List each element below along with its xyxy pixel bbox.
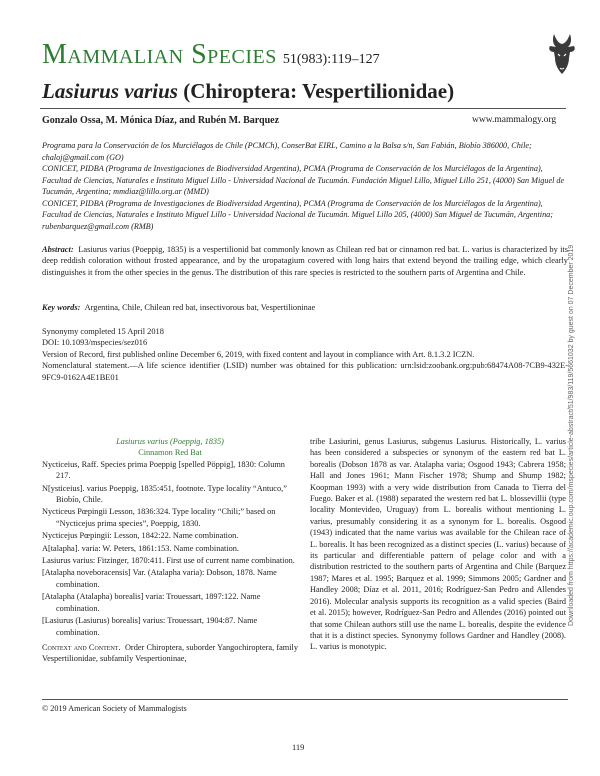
species-heading[interactable]: Lasiurus varius (Poeppig, 1835) — [116, 437, 224, 446]
affiliations — [42, 140, 568, 232]
website-link[interactable]: www.mammalogy.org — [472, 115, 557, 125]
copyright: © 2019 American Society of Mammalogists — [42, 704, 187, 713]
article-title — [42, 78, 454, 104]
title-taxonomy: (Chiroptera: Vespertilionidae) — [177, 79, 455, 103]
footer-divider — [42, 699, 568, 700]
synonymy-list — [42, 459, 298, 638]
journal-title — [42, 40, 380, 75]
abstract — [42, 244, 568, 278]
header-divider — [40, 108, 566, 109]
citation: 51(983):119–127 — [282, 52, 380, 67]
journal-name: Mammalian Species — [42, 39, 277, 70]
synonym-entry: A[talapha]. varia: W. Peters, 1861:153. Name combination. — [42, 543, 240, 553]
common-name: Cinnamon Red Bat — [138, 448, 202, 458]
synonym-entry: [Lasiurus (Lasiurus) borealis] varius: Trouessart, 1904:87. Name combination. — [42, 616, 258, 637]
affiliation: Programa para la Conservación de los Murciélagos de Chile (PCMCh), ConserBat EIRL, Camino a la Balsa s/n, San Fabián, Biobío 386000, Chile; chaloj@gmail.com (GO) — [42, 141, 532, 162]
synonym-entry: N[ysticeius]. varius Poeppig, 1835:451, footnote. Type locality “Antuco,” Biobío, Chile. — [42, 483, 287, 505]
doi[interactable]: DOI: 10.1093/mspecies/sez016 — [42, 338, 148, 348]
left-column — [42, 436, 298, 665]
pronghorn-logo-icon — [536, 30, 588, 76]
abstract-label: Abstract: — [42, 245, 74, 254]
keywords-label: Key words: — [42, 303, 81, 312]
abstract-text: Lasiurus varius (Poeppig, 1835) is a vespertilionid bat commonly known as Chilean red bat or cinnamon red bat. L. varius is characterized by its deep reddish coloration without frosted appearance, and by the uropatagium covered with long hairs that extend beyond the trailing edge, which clearly distinguishes it from the other species in the genus. The distribution of this rare species is restricted to the southern parts of Argentina and Chile. — [42, 245, 568, 277]
synonym-entry: Nycticeus Pœpingii Lesson, 1836:324. Type locality “Chili;” based on “Nycticejus prima species”, Poeppig, 1830. — [42, 507, 276, 528]
context-content-text: Order Chiroptera, suborder Yangochiroptera, family Vespertilionidae, subfamily Vespertioninae, — [42, 642, 299, 664]
authors: Gonzalo Ossa, M. Mónica Díaz, and Rubén M. Barquez — [42, 115, 280, 126]
version-note: Version of Record, first published online December 6, 2019, with fixed content and layout in compliance with Art. 8.1.3.2 ICZN. — [42, 349, 475, 359]
download-note: Downloaded from https://academic.oup.com/mspecies/article-abstract/51/983/119/5661032 by guest on 07 December 2019 — [568, 244, 575, 626]
context-content — [42, 642, 298, 665]
publication-meta — [42, 326, 568, 383]
keywords — [42, 302, 568, 313]
page-number: 119 — [292, 742, 305, 752]
keywords-text: Argentina, Chile, Chilean red bat, insectivorous bat, Vespertilioninae — [84, 303, 316, 312]
title-species: Lasiurus varius — [42, 79, 178, 103]
nomenclatural-statement: Nomenclatural statement.—A life science identifier (LSID) number was obtained for this publication: urn:lsid:zoobank.org:pub:68474A08-7CB9-432E-9FC9-0162A4E1BE01 — [42, 361, 568, 382]
context-content-continued: tribe Lasiurini, genus Lasiurus, subgenus Lasiurus. Historically, L. varius has been considered a subspecies or synonym of the eastern red bat L. borealis (Dobson 1878 as var. Atalapha varia; Osgood 1943; Cabrera 1958; Hall and Jones 1961; Mann Fischer 1978; Shump and Shump 1982; Koopman 1993) with a very wide distribution from Canada to Tierra del Fuego. Baker et al. (1988) separated the western red bat L. blossevillii (type locality Montevideo, Uruguay) from L. borealis without mentioning L. varius, presumably considering it as a synonym for L. borealis. Osgood (1943) indicated that the name varius was available for the Chilean race of L. borealis. It has been recognized as a distinct species (L. varius) because of its particular and differentiable pattern of pelage color and with a distribution restricted to the southern parts of Argentina and Chile (Barquez 1987; Mares et al. 1995; Barquez et al. 1999; Simmons 2005; Gardner and Handley 2008; Díaz et al. 2011, 2016; Rodríguez-San Pedro and Allendes 2016). Molecular analysis supports its recognition as a valid species (Baird et al. 2015); however, Rodríguez-San Pedro and Allendes (2016) pointed out that some Chilean authors still use the name L. borealis, despite the evidence that it is a distinct species. Synonymy follows Gardner and Handley (2008). L. varius is monotypic. — [310, 437, 566, 652]
synonym-entry: [Atalapha noveboracensis] Var. (Atalapha varia): Dobson, 1878. Name combination. — [42, 568, 277, 589]
context-content-label: Context and Content. — [42, 642, 121, 652]
synonym-entry: Lasiurus varius: Fitzinger, 1870:411. First use of current name combination. — [42, 556, 295, 566]
synonym-entry: [Atalapha (Atalapha) borealis] varia: Trouessart, 1897:122. Name combination. — [42, 592, 261, 613]
synonymy-date: Synonymy completed 15 April 2018 — [42, 327, 164, 336]
affiliation: CONICET, PIDBA (Programa de Investigaciones de Biodiversidad Argentina), PCMA (Programa de Conservación de los Murciélagos de la Argentina), Facultad de Ciencias, Naturales e Instituto Miguel Lillo - Universidad Nacional de Tucumán. Fundación Miguel Lillo, Miguel Lillo 251, (4000) San Miguel de Tucumán, Argentina; mmdiaz@lillo.org.ar (MMD) — [42, 164, 565, 196]
synonym-entry: Nycticejus Pœpingii: Lesson, 1842:22. Name combination. — [42, 531, 239, 541]
right-column — [310, 436, 566, 653]
synonym-entry: Nycticeius, Raff. Species prima Poeppig [spelled Pöppig], 1830: Column 217. — [42, 459, 285, 481]
affiliation: CONICET, PIDBA (Programa de Investigaciones de Biodiversidad Argentina), PCMA (Programa de Conservación de los Murciélagos de la Argentina), Facultad de Ciencias, Naturales e Instituto Miguel Lillo - Universidad Nacional de Tucumán. Miguel Lillo 205, (4000) San Miguel de Tucumán, Argentina; rubenbarquez@gmail.com (RMB) — [42, 198, 553, 231]
